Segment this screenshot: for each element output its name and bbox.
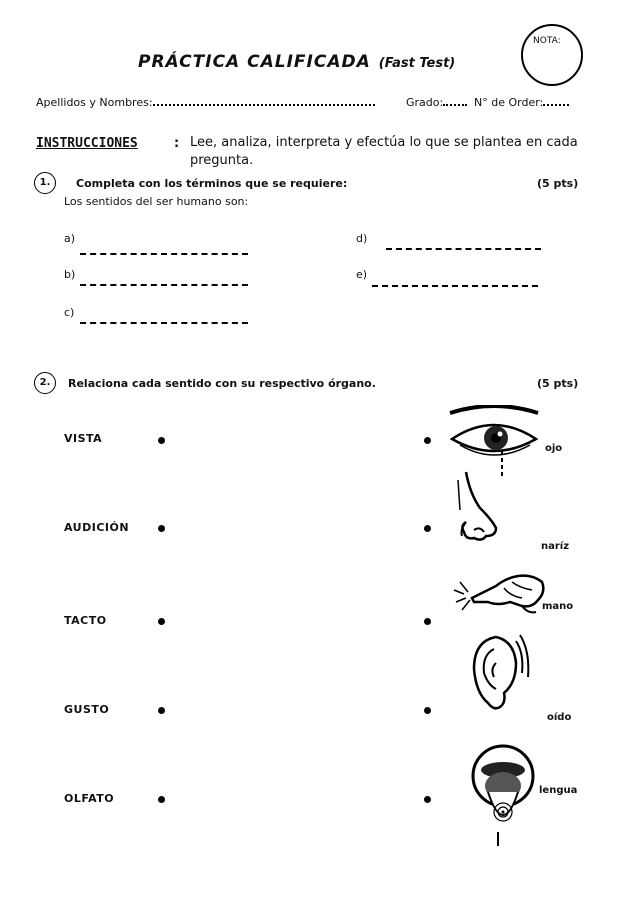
order-blank[interactable] [543, 96, 569, 106]
eye-icon [446, 405, 542, 477]
order-label: N° de Order: [474, 96, 544, 109]
blank-b-line[interactable] [80, 284, 248, 286]
blank-d-line[interactable] [386, 248, 541, 250]
organ-ojo: ojo [545, 443, 563, 454]
blank-c-line[interactable] [80, 322, 248, 324]
grade-blank[interactable] [443, 96, 467, 106]
instructions-colon: : [174, 136, 180, 151]
blank-a-line[interactable] [80, 253, 248, 255]
sense-gusto: GUSTO [64, 703, 110, 716]
hand-icon [452, 568, 548, 620]
right-dot-5[interactable] [424, 796, 431, 803]
question-2-text: Relaciona cada sentido con su respectivo órgano. [68, 377, 376, 390]
organ-nariz: naríz [541, 541, 570, 552]
grade-circle [521, 24, 583, 86]
grade-label: NOTA: [533, 36, 561, 46]
grade-label-text: Grado: [406, 96, 444, 109]
sense-audicion: AUDICIÓN [64, 521, 130, 534]
question-2-points: (5 pts) [537, 377, 579, 390]
instructions-label: INSTRUCCIONES [36, 136, 138, 151]
organ-mano: mano [542, 601, 574, 612]
blank-c-label: c) [64, 306, 75, 319]
left-dot-1[interactable] [158, 437, 165, 444]
order-field[interactable] [474, 96, 569, 109]
sense-olfato: OLFATO [64, 792, 115, 805]
ear-icon [466, 633, 530, 715]
left-dot-2[interactable] [158, 525, 165, 532]
page-title [138, 52, 455, 72]
question-1-text: Completa con los términos que se requiere: [76, 177, 348, 190]
nose-icon [452, 470, 508, 546]
mouth-icon [470, 740, 536, 846]
right-dot-3[interactable] [424, 618, 431, 625]
question-1-number: 1. [34, 172, 56, 194]
right-dot-2[interactable] [424, 525, 431, 532]
blank-e-label: e) [356, 268, 368, 281]
right-dot-4[interactable] [424, 707, 431, 714]
question-1-points: (5 pts) [537, 177, 579, 190]
names-blank[interactable] [153, 96, 375, 106]
blank-b-label: b) [64, 268, 76, 281]
blank-d-label: d) [356, 232, 368, 245]
organ-lengua: lengua [539, 785, 578, 796]
right-dot-1[interactable] [424, 437, 431, 444]
blank-e-line[interactable] [372, 285, 538, 287]
question-2-number: 2. [34, 372, 56, 394]
names-label: Apellidos y Nombres: [36, 96, 153, 109]
title-text: PRÁCTICA CALIFICADA [138, 52, 371, 72]
sense-tacto: TACTO [64, 614, 107, 627]
left-dot-4[interactable] [158, 707, 165, 714]
question-1-prompt: Los sentidos del ser humano son: [64, 195, 249, 208]
title-subtitle: (Fast Test) [378, 56, 456, 71]
blank-a-label: a) [64, 232, 76, 245]
sense-vista: VISTA [64, 432, 103, 445]
left-dot-3[interactable] [158, 618, 165, 625]
organ-oido: oído [547, 712, 572, 723]
instructions-text: Lee, analiza, interpreta y efectúa lo que se plantea en cada pregunta. [190, 135, 578, 168]
names-field[interactable] [36, 96, 375, 109]
grade-field[interactable] [406, 96, 467, 109]
left-dot-5[interactable] [158, 796, 165, 803]
